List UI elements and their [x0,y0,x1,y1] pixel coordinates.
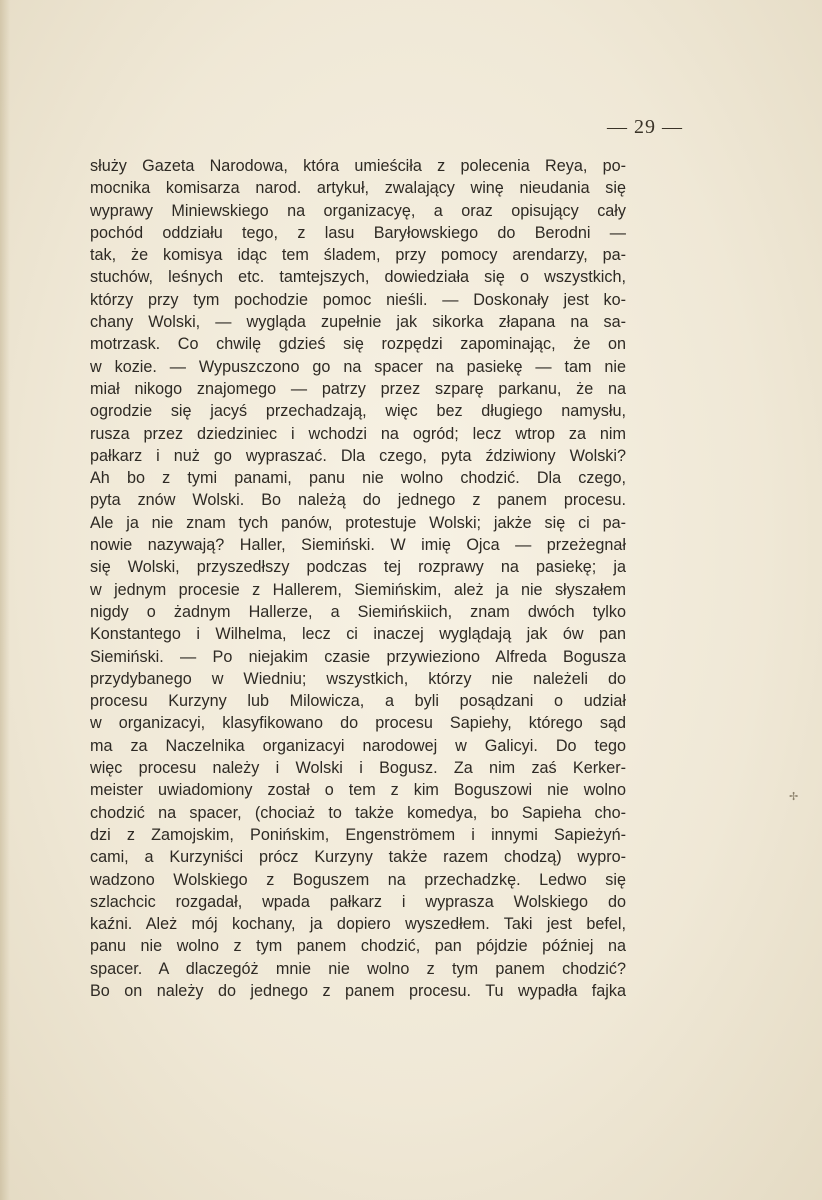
text-line-content: cami, a Kurzyniści prócz Kurzyny także razem chodzą) wypro- [90,848,626,867]
text-line-content: motrzask. Co chwilę gdzieś się rozpędzi zapominając, że on [90,335,626,354]
text-line [90,556,626,578]
text-line [90,646,626,668]
text-line [90,690,626,712]
text-line-content: tak, że komisya idąc tem śladem, przy pomocy arendarzy, pa- [90,246,626,265]
text-line-content: Konstantego i Wilhelma, lecz ci inaczej wyglądają jak ów pan [90,625,626,644]
text-line [90,869,626,891]
page-edge-shadow [0,0,10,1200]
text-line [90,311,626,333]
paper-speck: ✢ [789,790,799,803]
text-line [90,155,626,177]
text-line [90,378,626,400]
text-line [90,222,626,244]
text-line-content: w jednym procesie z Hallerem, Siemińskim, ależ ja nie słyszałem [90,580,626,599]
text-line [90,601,626,623]
text-line-content: wyprawy Miniewskiego na organizacyę, a oraz opisujący cały [90,201,626,220]
text-line-content: którzy przy tym pochodzie pomoc nieśli. — Doskonały jest ko- [90,290,626,309]
text-line [90,846,626,868]
text-line [90,423,626,445]
text-line-content: chany Wolski, — wygląda zupełnie jak sikorka złapana na sa- [90,313,626,332]
text-line-content: więc procesu należy i Wolski i Bogusz. Za nim zaś Kerker- [90,759,626,778]
text-line-content: dzi z Zamojskim, Ponińskim, Engenströmem i innymi Sapieżyń- [90,825,626,844]
text-line [90,266,626,288]
text-line-content: chodzić na spacer, (chociaż to także komedya, bo Sapieha cho- [90,803,626,822]
text-line-content: się Wolski, przyszedłszy podczas tej rozprawy na pasiekę; ja [90,558,626,577]
text-line [90,400,626,422]
text-line [90,757,626,779]
text-line [90,200,626,222]
text-line-content: w kozie. — Wypuszczono go na spacer na pasiekę — tam nie [90,357,626,376]
text-line-content: nowie nazywają? Haller, Siemiński. W imię Ojca — przeżegnał [90,536,626,555]
text-line [90,891,626,913]
text-line [90,980,626,1002]
text-line-content: stuchów, leśnych etc. tamtejszych, dowiedziała się o wszystkich, [90,268,626,287]
text-line-content: Ale ja nie znam tych panów, protestuje Wolski; jakże się ci pa- [90,513,626,532]
text-line-content: meister uwiadomiony został o tem z kim Boguszowi nie wolno [90,781,626,800]
text-line [90,333,626,355]
text-line [90,935,626,957]
text-line-content: rusza przez dziedziniec i wchodzi na ogród; lecz wtrop za nim [90,424,626,443]
text-line [90,779,626,801]
text-line-content: nigdy o żadnym Hallerze, a Siemińskiich, znam dwóch tylko [90,602,626,621]
text-line [90,289,626,311]
text-line-content: Siemiński. — Po niejakim czasie przywieziono Alfreda Bogusza [90,647,626,666]
text-line-content: procesu Kurzyny lub Milowicza, a byli posądzani o udział [90,692,626,711]
text-line [90,958,626,980]
text-line [90,579,626,601]
text-line-content: Bo on należy do jednego z panem procesu. Tu wypadła fajka [90,981,626,1000]
text-line [90,534,626,556]
text-line [90,177,626,199]
text-line [90,512,626,534]
text-line-content: ma za Naczelnika organizacyi narodowej w Galicyi. Do tego [90,736,626,755]
text-line [90,356,626,378]
text-line [90,735,626,757]
text-line [90,824,626,846]
text-line-content: służy Gazeta Narodowa, która umieściła z polecenia Reya, po- [90,157,626,175]
text-line-content: spacer. A dlaczegóż mnie nie wolno z tym panem chodzić? [90,959,626,978]
text-line-content: Ah bo z tymi panami, panu nie wolno chodzić. Dla czego, [90,469,626,488]
text-line [90,913,626,935]
text-line-content: miał nikogo znajomego — patrzy przez szparę parkanu, że na [90,379,626,398]
text-line-content: w organizacyi, klasyfikowano do procesu Sapiehy, którego sąd [90,714,626,733]
text-line [90,623,626,645]
text-line [90,445,626,467]
page-number-text: — 29 — [607,116,683,138]
text-line [90,802,626,824]
text-line-content: kaźni. Ależ mój kochany, ja dopiero wyszedłem. Taki jest befel, [90,915,626,934]
text-line-content: pałkarz i nuż go wypraszać. Dla czego, pyta ździwiony Wolski? [90,446,626,465]
text-line-content: ogrodzie się jacyś przechadzają, więc bez długiego namysłu, [90,402,626,421]
body-text [90,155,626,1002]
text-line [90,668,626,690]
text-line [90,489,626,511]
text-line [90,244,626,266]
text-line [90,712,626,734]
text-line-content: panu nie wolno z tym panem chodzić, pan pójdzie później na [90,937,626,956]
text-line-content: pyta znów Wolski. Bo należą do jednego z panem procesu. [90,491,626,510]
page-number [0,116,705,139]
text-line [90,467,626,489]
text-line-content: szlachcic rozgadał, wpada pałkarz i wyprasza Wolskiego do [90,892,626,911]
text-line-content: mocnika komisarza narod. artykuł, zwalający winę nieudania się [90,179,626,198]
text-line-content: pochód oddziału tego, z lasu Baryłowskiego do Berodni — [90,223,626,242]
text-line-content: wadzono Wolskiego z Boguszem na przechadzkę. Ledwo się [90,870,626,889]
text-line-content: przydybanego w Wiedniu; wszystkich, którzy nie należeli do [90,669,626,688]
